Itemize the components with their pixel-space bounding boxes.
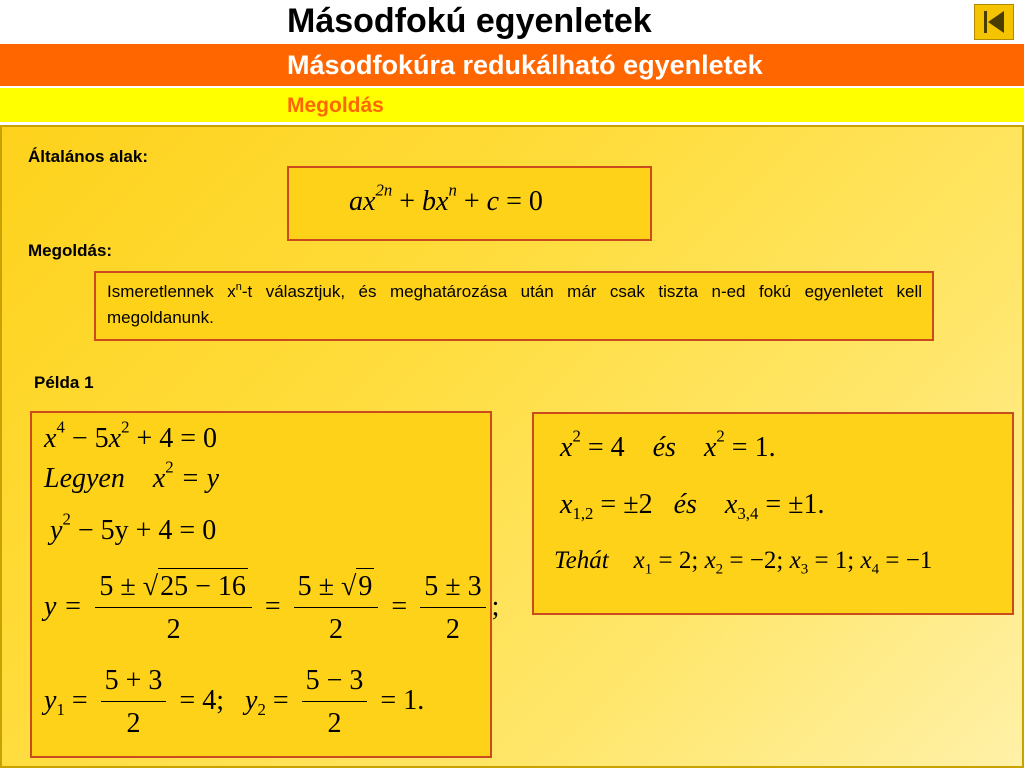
fraction-3: $\frac{5 \pm 3}{2}$	[420, 571, 485, 646]
x-values-line: $x_{1,2} = \pm 2$ és $x_{3,4} = \pm 1$.	[560, 489, 825, 523]
slide-content	[0, 125, 1024, 768]
solution-text: Ismeretlennek $x^n-t$ választjuk, és meghatározása után már csak tiszta n-ed fokú egyenletet kell megoldanunk.	[107, 281, 923, 327]
example-left-box	[30, 411, 500, 758]
general-form-box	[287, 166, 652, 241]
solution-text-box	[94, 271, 934, 341]
section-title: Megoldás	[287, 94, 384, 117]
section-bar	[0, 88, 1024, 122]
fraction-1: $\frac{5 \pm √25 - 16}{2}$	[95, 571, 252, 646]
solutions-line: Tehát $x_1 = 2$; $x_2 = -2$; $x_3 = 1$; $x_4 = -1$	[554, 547, 933, 578]
solution-label: Megoldás:	[28, 241, 113, 260]
equation-line-2: $y^2 - 5y + 4 = 0$	[50, 509, 217, 546]
roots-line: $y_1$ = $\frac{5 + 3}{2}$ = 4; $y_2$ = $\frac{5 - 3}{2}$ = 1.	[44, 665, 425, 739]
substitution-line: Legyen $x^2 = y$	[44, 457, 220, 494]
quadratic-formula-line: y = $\frac{5 \pm √25 - 16}{2}$ = $\frac{5 \pm √9}{2}$ = $\frac{5 \pm 3}{2}$ ;	[44, 571, 499, 646]
example-right-box	[532, 412, 1014, 615]
equation-line-1: $x^4 - 5x^2 + 4 = 0$	[44, 417, 218, 454]
general-form-label: Általános alak:	[28, 147, 148, 166]
back-to-start-button[interactable]	[974, 4, 1014, 40]
fraction-y2: $\frac{5 - 3}{2}$	[302, 665, 368, 740]
example-label: Példa 1	[34, 373, 94, 392]
fraction-2: $\frac{5 \pm √9}{2}$	[294, 571, 379, 646]
fraction-y1: $\frac{5 + 3}{2}$	[101, 665, 167, 740]
page-subtitle: Másodfokúra redukálható egyenletek	[287, 50, 763, 80]
skip-back-icon	[975, 5, 1013, 39]
general-form-formula: $ax^{2n} + bx^n + c = 0$	[349, 180, 543, 217]
page-title: Másodfokú egyenletek	[287, 2, 652, 40]
x-squared-line: $x^2 = 4$ és $x^2 = 1$.	[560, 426, 776, 463]
